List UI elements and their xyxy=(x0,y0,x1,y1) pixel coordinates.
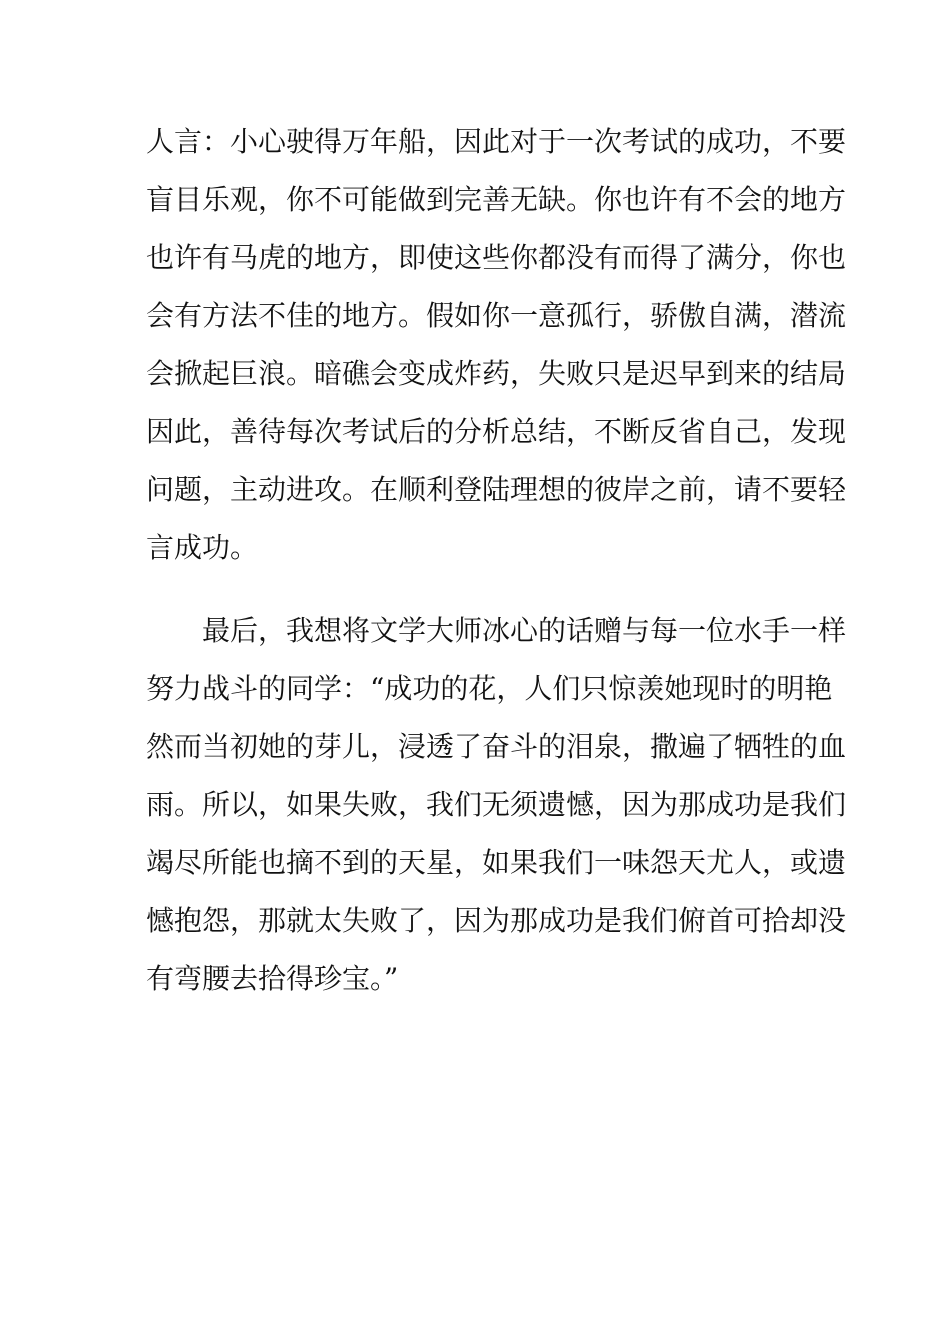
text-line: 会掀起巨浪。暗礁会变成炸药，失败只是迟早到来的结局 xyxy=(146,357,847,390)
text-line: 人言：小心驶得万年船，因此对于一次考试的成功，不要 xyxy=(146,125,847,158)
body-text xyxy=(146,118,847,1013)
text-line: 问题，主动进攻。在顺利登陆理想的彼岸之前，请不要轻 xyxy=(146,473,847,506)
paragraph-spacing xyxy=(146,582,811,607)
text-line: 有弯腰去拾得珍宝。” xyxy=(146,962,399,995)
text-line: 憾抱怨，那就太失败了，因为那成功是我们俯首可拾却没 xyxy=(146,904,847,937)
paragraph-1 xyxy=(146,118,847,582)
text-line: 言成功。 xyxy=(146,531,259,564)
text-line: 雨。所以，如果失败，我们无须遗憾，因为那成功是我们 xyxy=(146,788,847,821)
text-line: 因此，善待每次考试后的分析总结，不断反省自己，发现 xyxy=(146,415,847,448)
text-line: 最后，我想将文学大师冰心的话赠与每一位水手一样 xyxy=(146,614,847,647)
text-line: 盲目乐观，你不可能做到完善无缺。你也许有不会的地方 xyxy=(146,183,847,216)
text-line: 努力战斗的同学：“成功的花，人们只惊羡她现时的明艳 xyxy=(146,672,833,705)
text-line: 竭尽所能也摘不到的天星，如果我们一味怨天尤人，或遗 xyxy=(146,846,847,879)
text-line: 也许有马虎的地方，即使这些你都没有而得了满分，你也 xyxy=(146,241,847,274)
text-line: 然而当初她的芽儿，浸透了奋斗的泪泉，撒遍了牺牲的血 xyxy=(146,730,847,763)
paragraph-2 xyxy=(146,607,847,1013)
text-line: 会有方法不佳的地方。假如你一意孤行，骄傲自满，潜流 xyxy=(146,299,847,332)
